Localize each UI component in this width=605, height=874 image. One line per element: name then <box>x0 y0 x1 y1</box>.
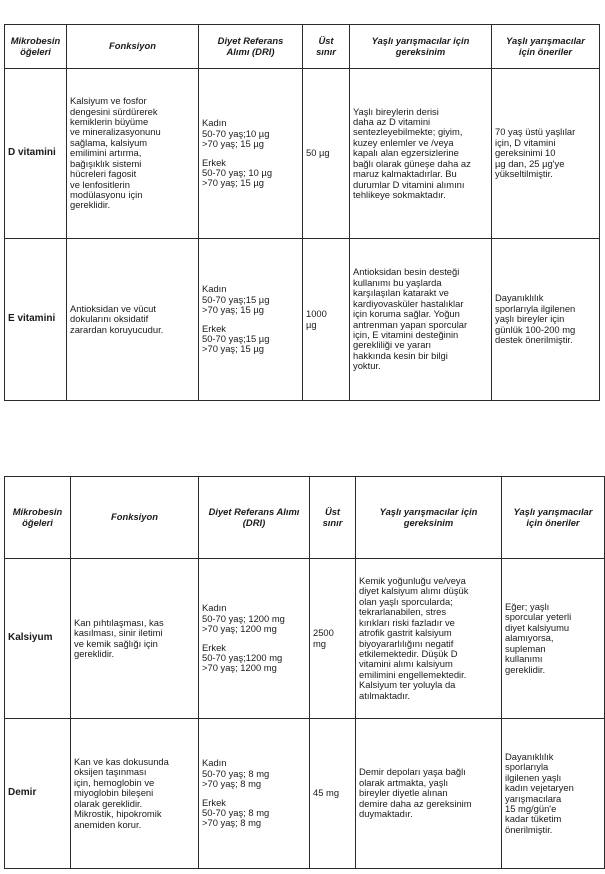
requirement-cell: Yaşlı bireylerin derisi daha az D vitamini sentezleyebilmekte; giyim, kuzey enlemler ve /veya kapalı alan egzersizlerine bağlı olarak güneşe daha az maruz kalmaktadırlar. Bu durumlar D vitamini alımını tehlikeye sokmaktadır. <box>350 69 492 239</box>
dri-cell <box>199 239 303 401</box>
nutrient-name: Demir <box>5 719 71 869</box>
table-header-row <box>5 477 605 559</box>
table-row <box>5 69 600 239</box>
recommendation-cell: Dayanıklılık sporlarıyla ilgilenen yaşlı kadın vejetaryen yarışmacılara 15 mg/gün'e kadar tüketim önerilmiştir. <box>502 719 605 869</box>
upper-limit-cell: 45 mg <box>310 719 356 869</box>
recommendation-cell: 70 yaş üstü yaşlılar için, D vitamini gereksinimi 10 µg dan, 25 µg'ye yükseltilmiştir. <box>492 69 600 239</box>
dri-cell <box>199 719 310 869</box>
upper-limit-cell: 1000 µg <box>303 239 350 401</box>
dri-women: Kadın 50-70 yaş; 1200 mg >70 yaş; 1200 mg <box>202 602 285 635</box>
header-dri: Diyet Referans Alımı (DRI) <box>199 477 310 559</box>
micronutrient-table-2 <box>4 476 605 869</box>
function-cell: Kalsiyum ve fosfor dengesini sürdürerek kemiklerin büyüme ve mineralizasyonunu sağlama, kalsiyum emilimini artırma, bağışıklık sistemi hücreleri fagosit ve lenfositlerin modülasyonu için gereklidir. <box>67 69 199 239</box>
nutrient-name: E vitamini <box>5 239 67 401</box>
recommendation-cell: Dayanıklılık sporlarıyla ilgilenen yaşlı bireyler için günlük 100-200 mg destek önerilmiştir. <box>492 239 600 401</box>
dri-men: Erkek 50-70 yaş; 8 mg >70 yaş; 8 mg <box>202 796 270 829</box>
table-header-row <box>5 25 600 69</box>
function-cell: Kan pıhtılaşması, kas kasılması, sinir iletimi ve kemik sağlığı için gereklidir. <box>71 559 199 719</box>
upper-limit-cell: 2500 mg <box>310 559 356 719</box>
header-requirement: Yaşlı yarışmacılar için gereksinim <box>356 477 502 559</box>
table-row <box>5 719 605 869</box>
nutrient-name: Kalsiyum <box>5 559 71 719</box>
dri-women: Kadın 50-70 yaş;15 µg >70 yaş; 15 µg <box>202 283 270 316</box>
table-row <box>5 559 605 719</box>
dri-cell <box>199 69 303 239</box>
header-requirement: Yaşlı yarışmacılar için gereksinim <box>350 25 492 69</box>
header-recommendation: Yaşlı yarışmacılar için öneriler <box>492 25 600 69</box>
header-function: Fonksiyon <box>71 477 199 559</box>
header-function: Fonksiyon <box>67 25 199 69</box>
requirement-cell: Antioksidan besin desteği kullanımı bu yaşlarda karşılaşılan katarakt ve kardiyovasküler hastalıklar için koruma sağlar. Yoğun antrenman yapan sporcular için, E vitamini desteğinin gerekliliği ve yararı hakkında kesin bir bilgi yoktur. <box>350 239 492 401</box>
header-upper-limit: Üst sınır <box>303 25 350 69</box>
dri-men: Erkek 50-70 yaş; 10 µg >70 yaş; 15 µg <box>202 156 273 189</box>
table-row <box>5 239 600 401</box>
dri-cell <box>199 559 310 719</box>
requirement-cell: Kemik yoğunluğu ve/veya diyet kalsiyum alımı düşük olan yaşlı sporcularda; tekrarlanabilen, stres kırıkları riski fazladır ve atrofik gastrit kalsiyum biyoyararlılığını negatif etkilemektedir. Düşük D vitamini alımı kalsiyum emilimini engellemektedir. Kalsiyum ter yoluyla da atılmaktadır. <box>356 559 502 719</box>
header-micronutrient: Mikrobesin öğeleri <box>5 477 71 559</box>
nutrient-name: D vitamini <box>5 69 67 239</box>
dri-women: Kadın 50-70 yaş; 8 mg >70 yaş; 8 mg <box>202 757 270 790</box>
dri-women: Kadın 50-70 yaş;10 µg >70 yaş; 15 µg <box>202 117 270 150</box>
function-cell: Antioksidan ve vücut dokularını oksidatif zarardan koruyucudur. <box>67 239 199 401</box>
micronutrient-table-1 <box>4 24 600 401</box>
recommendation-cell: Eğer; yaşlı sporcular yeterli diyet kalsiyumu alamıyorsa, supleman kullanımı gereklidir. <box>502 559 605 719</box>
function-cell: Kan ve kas dokusunda oksijen taşınması için, hemoglobin ve miyoglobin bileşeni olarak gereklidir. Mikrostik, hipokromik anemiden korur. <box>71 719 199 869</box>
upper-limit-cell: 50 µg <box>303 69 350 239</box>
header-upper-limit: Üst sınır <box>310 477 356 559</box>
requirement-cell: Demir depoları yaşa bağlı olarak artmakta, yaşlı bireyler diyetle alınan demire daha az gereksinim duymaktadır. <box>356 719 502 869</box>
header-recommendation: Yaşlı yarışmacılar için öneriler <box>502 477 605 559</box>
header-micronutrient: Mikrobesin öğeleri <box>5 25 67 69</box>
dri-men: Erkek 50-70 yaş;1200 mg >70 yaş; 1200 mg <box>202 641 283 674</box>
dri-men: Erkek 50-70 yaş;15 µg >70 yaş; 15 µg <box>202 322 270 355</box>
header-dri: Diyet Referans Alımı (DRI) <box>199 25 303 69</box>
